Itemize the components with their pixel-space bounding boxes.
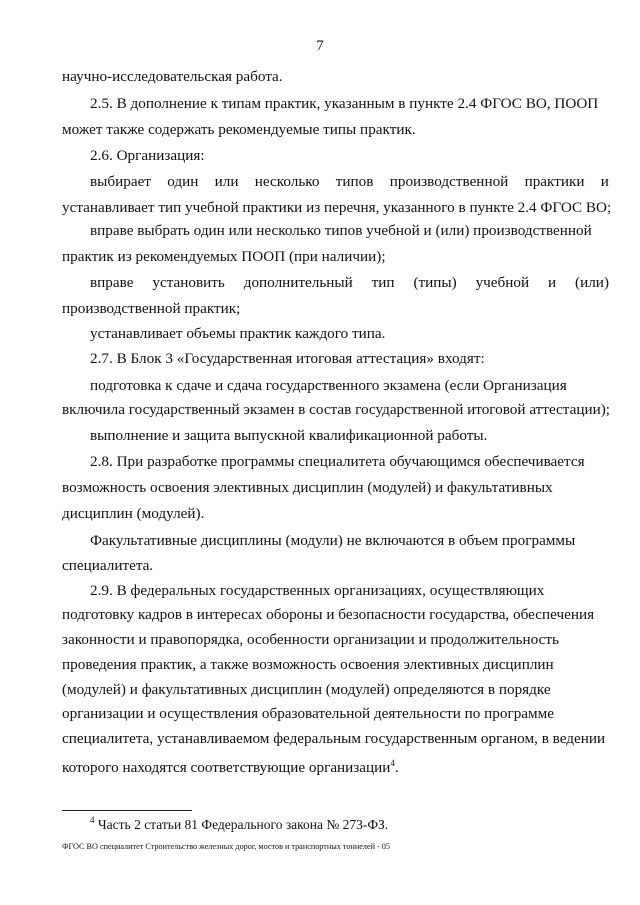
text-line: подготовка к сдаче и сдача государственного экзамена (если Организация (90, 377, 567, 394)
text-line: практик из рекомендуемых ПООП (при наличии); (62, 248, 386, 265)
text-line: устанавливает объемы практик каждого типа. (90, 325, 386, 342)
text-line: 2.9. В федеральных государственных организациях, осуществляющих (90, 582, 545, 599)
footnote-reference[interactable]: 4 (390, 758, 395, 768)
text-line: организации и осуществления образовательной деятельности по программе (62, 705, 554, 722)
text-line: 2.6. Организация: (90, 147, 205, 164)
footnote-text: Часть 2 статьи 81 Федерального закона № 273-ФЗ. (97, 817, 389, 832)
text-line: 2.5. В дополнение к типам практик, указанным в пункте 2.4 ФГОС ВО, ПООП (90, 95, 599, 112)
text-line-justified: выбирает один или несколько типов производственной практики и (90, 173, 609, 190)
text-line: 2.8. При разработке программы специалитета обучающимся обеспечивается (90, 453, 585, 470)
text-line: подготовку кадров в интересах обороны и безопасности государства, обеспечения (62, 606, 595, 623)
page-number: 7 (316, 38, 324, 54)
page-footer: ФГОС ВО специалитет Строительство железных дорог, мостов и транспортных тоннелей - 05 (62, 842, 390, 851)
text-span: которого находятся соответствующие организации (62, 759, 391, 776)
text-line: специалитета, устанавливаемом федеральным государственным органом, в ведении (62, 730, 606, 747)
text-line (62, 754, 609, 777)
text-line: возможность освоения элективных дисциплин (модулей) и факультативных (62, 479, 553, 496)
text-line: может также содержать рекомендуемые типы практик. (62, 121, 416, 138)
text-line: проведения практик, а также возможность освоения элективных дисциплин (62, 656, 554, 673)
text-line: производственной практик; (62, 300, 241, 317)
text-line: выполнение и защита выпускной квалификационной работы. (90, 427, 488, 444)
text-line: Факультативные дисциплины (модули) не включаются в объем программы (90, 532, 576, 549)
footnote-separator (62, 810, 192, 811)
text-line: включила государственный экзамен в состав государственной итоговой аттестации); (62, 401, 611, 418)
text-line: устанавливает тип учебной практики из перечня, указанного в пункте 2.4 ФГОС ВО; (62, 199, 612, 216)
text-line: специалитета. (62, 557, 154, 574)
text-line: 2.7. В Блок 3 «Государственная итоговая аттестация» входят: (90, 350, 485, 367)
text-line: законности и правопорядка, особенности организации и продолжительность (62, 631, 559, 648)
text-line-justified: вправе установить дополнительный тип (типы) учебной и (или) (90, 274, 609, 291)
text-line: вправе выбрать один или несколько типов учебной и (или) производственной (90, 222, 592, 239)
text-line: (модулей) и факультативных дисциплин (модулей) определяются в порядке (62, 681, 551, 698)
footnote-mark: 4 (90, 815, 95, 825)
text-line: дисциплин (модулей). (62, 505, 205, 522)
text-span: . (394, 759, 399, 776)
text-line: научно-исследовательская работа. (62, 68, 283, 85)
footnote (90, 815, 388, 833)
